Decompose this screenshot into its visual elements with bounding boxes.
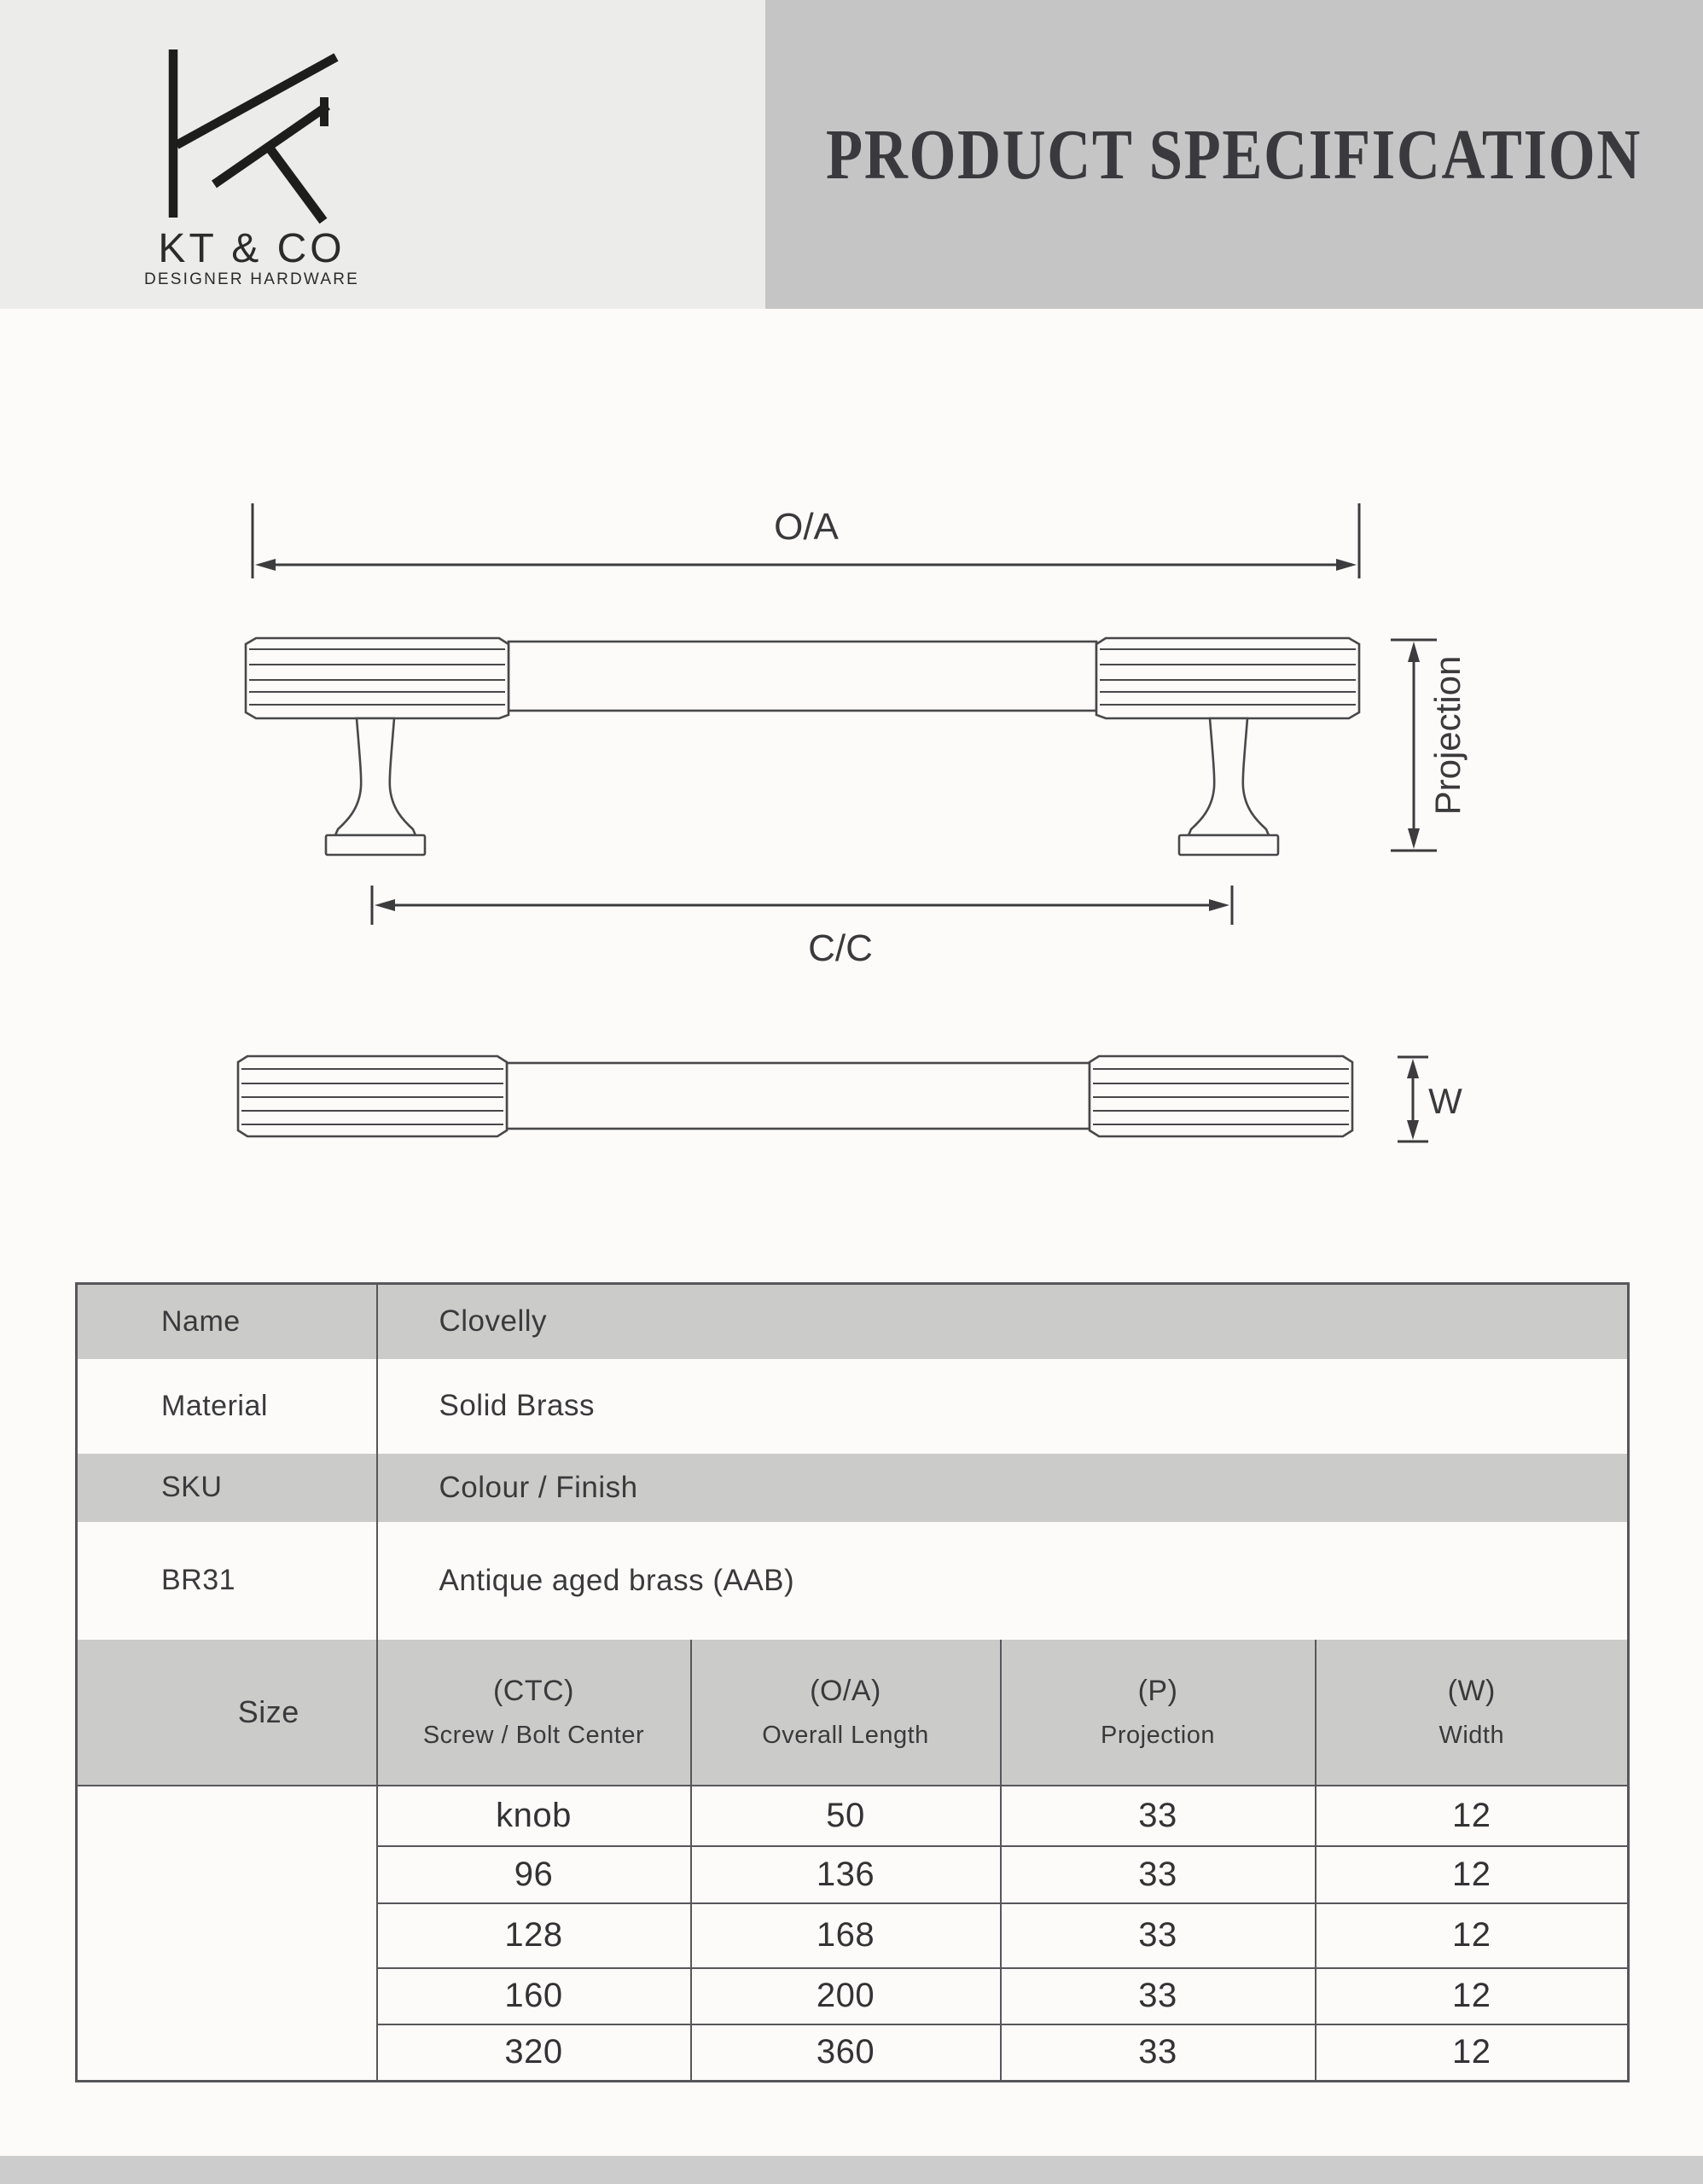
- oa-code: (O/A): [810, 1674, 881, 1707]
- ctc-name: Screw / Bolt Center: [422, 1721, 645, 1749]
- cell-ctc: knob: [377, 1786, 691, 1846]
- title-band: [765, 0, 1703, 309]
- cc-dimension: [372, 886, 1232, 925]
- brand-tagline: DESIGNER HARDWARE: [143, 270, 360, 288]
- col-header-ctc: [377, 1640, 691, 1786]
- name-value: Clovelly: [377, 1284, 1629, 1359]
- size-row-knob: [77, 1786, 1629, 1846]
- cell-w: 12: [1316, 2024, 1629, 2082]
- table-row-name: [77, 1284, 1629, 1359]
- cc-label: C/C: [808, 927, 873, 969]
- table-row-code: [77, 1522, 1629, 1640]
- w-code: (W): [1447, 1674, 1496, 1707]
- oa-label: O/A: [774, 506, 839, 548]
- cell-oa: 200: [691, 1968, 1001, 2024]
- cell-p: 33: [1001, 1846, 1316, 1903]
- size-spacer-cell: [77, 1786, 377, 2082]
- material-label: Material: [77, 1359, 377, 1454]
- cell-w: 12: [1316, 1903, 1629, 1968]
- cell-ctc: 128: [377, 1903, 691, 1968]
- cell-w: 12: [1316, 1968, 1629, 2024]
- cell-oa: 136: [691, 1846, 1001, 1903]
- cell-oa: 360: [691, 2024, 1001, 2082]
- cell-w: 12: [1316, 1846, 1629, 1903]
- page-title: PRODUCT SPECIFICATION: [826, 114, 1642, 195]
- table-row-sku: [77, 1454, 1629, 1522]
- size-header-row: [77, 1640, 1629, 1786]
- logo-k-mark: [173, 49, 336, 221]
- table-row-material: [77, 1359, 1629, 1454]
- technical-drawing: [0, 341, 1703, 1194]
- w-label: W: [1428, 1081, 1462, 1121]
- cell-oa: 168: [691, 1903, 1001, 1968]
- w-name: Width: [1439, 1721, 1505, 1749]
- size-label: Size: [77, 1640, 377, 1786]
- brand-name: KT & CO: [158, 226, 346, 271]
- p-code: (P): [1137, 1674, 1178, 1707]
- ctc-code: (CTC): [492, 1674, 575, 1707]
- brand-panel: [0, 0, 765, 309]
- sku-label: SKU: [77, 1454, 377, 1522]
- footer-band: [0, 2156, 1703, 2184]
- cell-w: 12: [1316, 1786, 1629, 1846]
- cell-ctc: 320: [377, 2024, 691, 2082]
- cell-p: 33: [1001, 1786, 1316, 1846]
- name-label: Name: [77, 1284, 377, 1359]
- col-header-oa: [691, 1640, 1001, 1786]
- cell-ctc: 96: [377, 1846, 691, 1903]
- projection-label: Projection: [1427, 655, 1468, 816]
- cell-p: 33: [1001, 2024, 1316, 2082]
- cell-p: 33: [1001, 1968, 1316, 2024]
- spec-table: [75, 1282, 1630, 2082]
- col-header-p: [1001, 1640, 1316, 1786]
- p-name: Projection: [1101, 1721, 1215, 1749]
- cell-p: 33: [1001, 1903, 1316, 1968]
- cell-oa: 50: [691, 1786, 1001, 1846]
- col-header-w: [1316, 1640, 1629, 1786]
- handle-side-view: [246, 638, 1359, 855]
- oa-name: Overall Length: [762, 1721, 929, 1749]
- cell-ctc: 160: [377, 1968, 691, 2024]
- sku-value: Colour / Finish: [377, 1454, 1629, 1522]
- kt-co-logo-icon: [111, 34, 367, 290]
- material-value: Solid Brass: [439, 1389, 596, 1422]
- code-label: BR31: [77, 1522, 377, 1640]
- code-value: Antique aged brass (AAB): [439, 1563, 795, 1597]
